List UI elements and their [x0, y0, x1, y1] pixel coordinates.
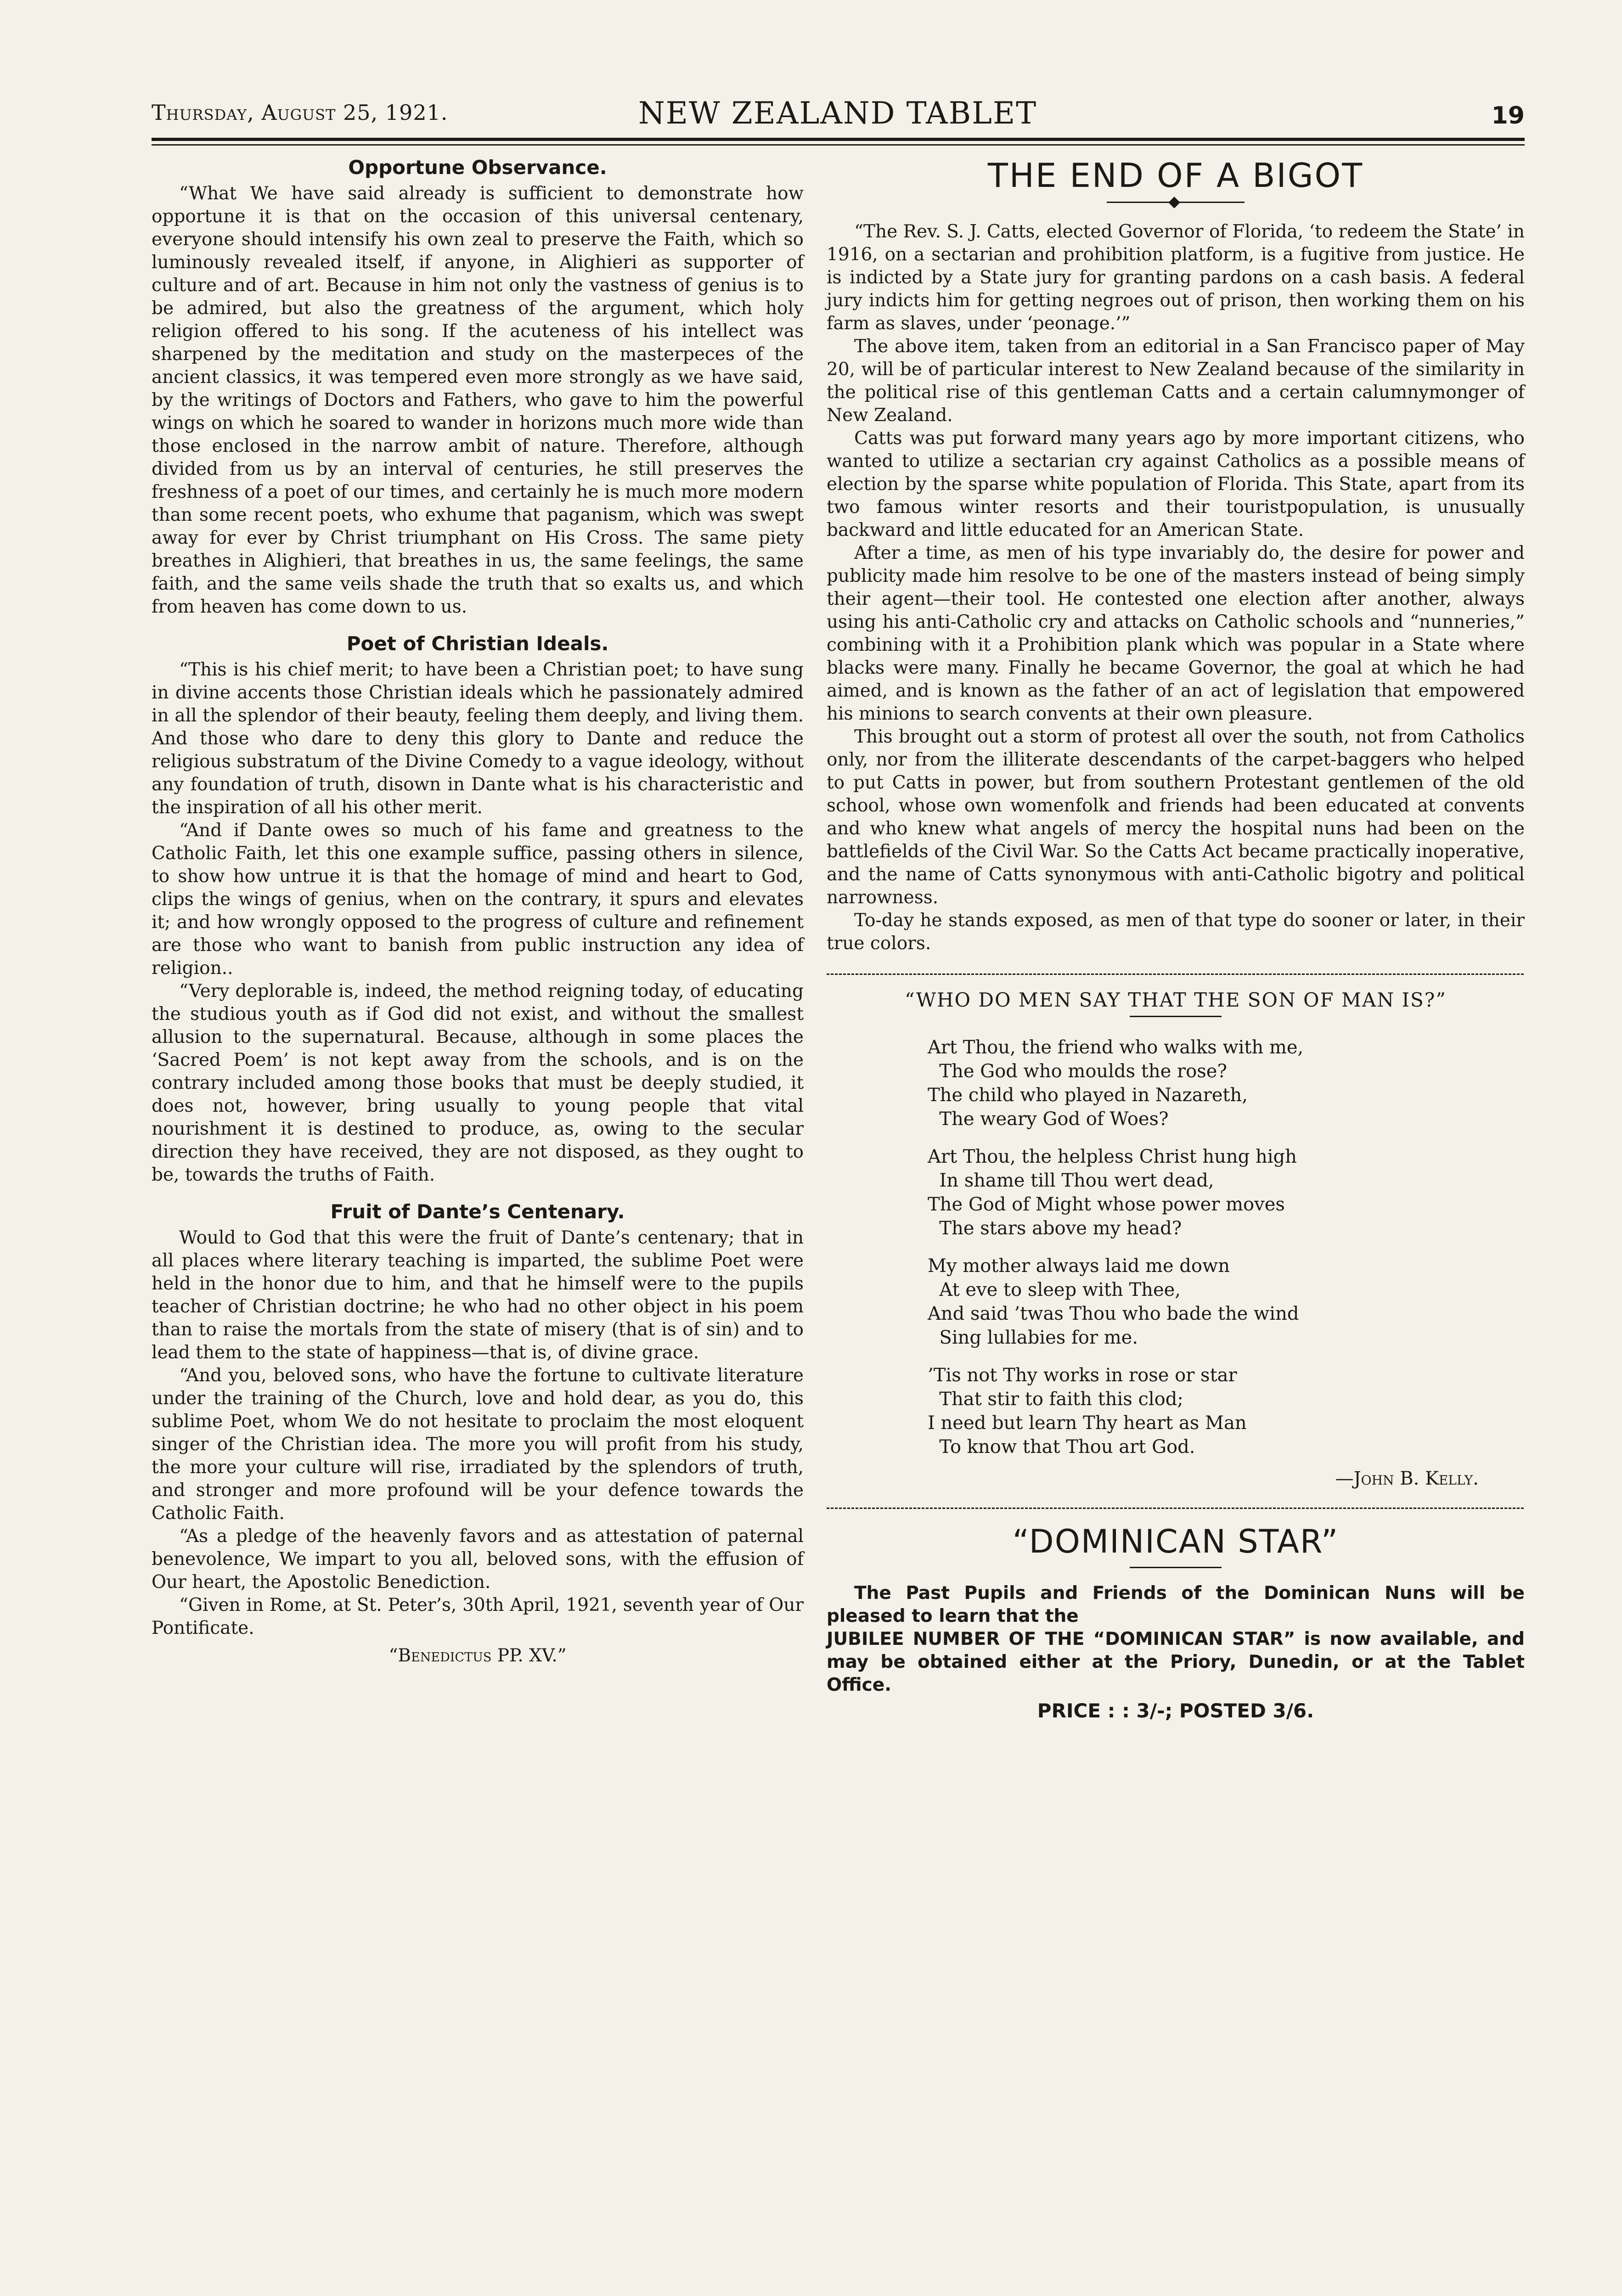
poem-line: The child who played in Nazareth,	[928, 1085, 1248, 1106]
poem-line: And said ’twas Thou who bade the wind	[928, 1303, 1299, 1324]
page-number: 19	[1491, 102, 1525, 129]
title-rule	[1130, 1567, 1222, 1568]
paragraph: Would to God that this were the fruit of Dante’s centenary; that in all places where literary teaching is imparted, the sublime Poet were held in the honor due to him, and that he himself were to the pupils teacher of Christian doctrine; he who had no other object in his poem than to raise the mortals from the state of misery (that is of sin) and to lead them to the state of happiness—that is, of divine grace.	[152, 1227, 804, 1363]
poem-line: ’Tis not Thy works in rose or star	[928, 1365, 1237, 1386]
paragraph: “As a pledge of the heavenly favors and as attestation of paternal benevolence, We impart to you all, beloved sons, with the effusion of Our heart, the Apostolic Benediction.	[152, 1526, 804, 1593]
paragraph: “And you, beloved sons, who have the fortune to cultivate literature under the training of the Church, love and hold dear, as you do, this sublime Poet, whom We do not hesitate to proclaim the most eloquent singer of the Christian idea. The more you will profit from his study, the more your culture will rise, irradiated by the splendors of truth, and stronger and more profound will be your defence towards the Catholic Faith.	[152, 1365, 804, 1524]
paragraph: “What We have said already is sufficient to demonstrate how opportune it is that on the occasion of this universal centenary, everyone should intensify his own zeal to preserve the Faith, which so luminously revealed itself, if anyone, in Alighieri as supporter of culture and of art. Because in him not only the vastness of genius is to be admired, but also the greatness of the argument, which holy religion offered to his song. If the acuteness of his intellect was sharpened by the meditation and study on the masterpeces of the ancient classics, it was tempered even more strongly as we have said, by the writings of Doctors and Fathers, who gave to him the powerful wings on which he soared to wander in horizons much more wide than those enclosed in the narrow ambit of nature. Therefore, although divided from us by an interval of centuries, he still preserves the freshness of a poet of our times, and certainly he is much more modern than some recent poets, who exhume that paganism, which was swept away for ever by Christ triumphant on His Cross. The same piety breathes in Alighieri, that breathes in us, the same feelings, the same faith, and the same veils shade the truth that so exalts us, and which from heaven has come down to us.	[152, 183, 804, 617]
papal-signature: “Benedictus PP. XV.”	[389, 1645, 567, 1666]
poem-line: The weary God of Woes?	[928, 1109, 1169, 1130]
poem-line: My mother always laid me down	[928, 1255, 1230, 1277]
subheading-fruit: Fruit of Dante’s Centenary.	[330, 1200, 625, 1223]
right-column	[827, 156, 1525, 1722]
paragraph: “The Rev. S. J. Catts, elected Governor of Florida, ‘to redeem the State’ in 1916, on a sectarian and prohibition platform, is a fugitive from justice. He is indicted by a State jury for granting pardons on a cash basis. A federal jury indicts him for getting negroes out of prison, then working them on his farm as slaves, under ‘peonage.’”	[827, 221, 1525, 334]
paragraph: “This is his chief merit; to have been a Christian poet; to have sung in divine accents those Christian ideals which he passionately admired in all the splendor of their beauty, feeling them deeply, and living them. And those who dare to deny this glory to Dante and reduce the religious substratum of the Divine Comedy to a vague ideology, without any foundation of truth, disown in Dante what is his characteristic and the inspiration of all his other merit.	[152, 659, 804, 818]
poem-stanza	[928, 1145, 1525, 1240]
paragraph: “And if Dante owes so much of his fame and greatness to the Catholic Faith, let this one example suffice, passing others in silence, to show how untrue it is that the homage of mind and heart to God, clips the wings of genius, when on the contrary, it spurs and elevates it; and how wrongly opposed to the progress of culture and refinement are those who want to banish from public instruction any idea of religion..	[152, 820, 804, 979]
section-divider	[827, 974, 1525, 975]
subheading-poet: Poet of Christian Ideals.	[346, 632, 609, 655]
header-rule-thick	[152, 138, 1525, 141]
masthead: NEW ZEALAND TABLET	[638, 96, 1037, 131]
poem-line: The God of Might whose power moves	[928, 1194, 1285, 1215]
left-column	[152, 156, 804, 1667]
poem-line: Art Thou, the friend who walks with me,	[928, 1037, 1304, 1058]
header-rule-thin	[152, 144, 1525, 146]
poem-line: At eve to sleep with Thee,	[928, 1279, 1181, 1300]
poem-line: That stir to faith this clod;	[928, 1389, 1183, 1410]
notice-paragraph: The Past Pupils and Friends of the Dominican Nuns will be pleased to learn that the	[827, 1583, 1525, 1626]
poem-stanza	[928, 1035, 1525, 1131]
poem-stanza	[928, 1254, 1525, 1350]
paragraph: To-day he stands exposed, as men of that type do sooner or later, in their true colors.	[827, 910, 1525, 954]
poem-line: I need but learn Thy heart as Man	[928, 1412, 1247, 1434]
paragraph: The above item, taken from an editorial in a San Francisco paper of May 20, will be of particular interest to New Zealand because of the similarity in the political rise of this gentleman Catts and a certain calumnymonger of New Zealand.	[827, 336, 1525, 426]
poem-line: Art Thou, the helpless Christ hung high	[928, 1146, 1297, 1167]
paragraph: Catts was put forward many years ago by more important citizens, who wanted to utilize a sectarian cry against Catholics as a possible means of election by the sparse white population of Florida. This State, apart from its two famous winter resorts and their touristpopulation, is unusually backward and little educated for an American State.	[827, 428, 1525, 540]
page-header	[152, 92, 1525, 129]
subheading-opportune: Opportune Observance.	[348, 156, 607, 179]
notice-paragraph: JUBILEE NUMBER OF THE “DOMINICAN STAR” is now available, and may be obtained either at the Priory, Dunedin, or at the Tablet Office.	[827, 1629, 1525, 1695]
article-title-dominican: “DOMINICAN STAR”	[1012, 1523, 1339, 1560]
article-title-bigot: THE END OF A BIGOT	[987, 156, 1364, 195]
poem-line: The stars above my head?	[928, 1218, 1182, 1239]
paragraph: This brought out a storm of protest all over the south, not from Catholics only, nor from the illiterate descendants of the carpet-baggers who helped to put Catts in power, but from southern Protestant gentlemen of the old school, whose own womenfolk and friends had been educated at convents and who knew what angels of mercy the hospital nuns had been on the battlefields of the Civil War. So the Catts Act became practically inoperative, and the name of Catts synonymous with anti-Catholic bigotry and political narrowness.	[827, 726, 1525, 908]
paragraph: “Very deplorable is, indeed, the method reigning today, of educating the studious youth as if God did not exist, and without the smallest allusion to the supernatural. Because, although in some places the ‘Sacred Poem’ is not kept away from the schools, and is on the contrary included among those books that must be deeply studied, it does not, however, bring usually to young people that vital nourishment it is destined to produce, as, owing to the secular direction they have received, they are not disposed, as they ought to be, towards the truths of Faith.	[152, 981, 804, 1185]
poem-author: —John B. Kelly.	[1335, 1468, 1479, 1489]
poem-stanza	[928, 1363, 1525, 1459]
paragraph: “Given in Rome, at St. Peter’s, 30th April, 1921, seventh year of Our Pontificate.	[152, 1595, 804, 1638]
poem-line: In shame till Thou wert dead,	[928, 1170, 1214, 1191]
price-line: PRICE : : 3/-; POSTED 3/6.	[1037, 1699, 1314, 1722]
poem-title: “WHO DO MEN SAY THAT THE SON OF MAN IS?”	[905, 989, 1447, 1011]
section-divider	[827, 1508, 1525, 1509]
poem-line: To know that Thou art God.	[928, 1436, 1195, 1458]
issue-date: Thursday, August 25, 1921.	[152, 100, 448, 125]
poem-line: The God who moulds the rose?	[928, 1061, 1227, 1082]
diamond-icon	[1168, 197, 1180, 208]
poem-rule	[1130, 1016, 1222, 1017]
ornament-divider	[1107, 197, 1245, 207]
paragraph: After a time, as men of his type invariably do, the desire for power and publicity made him resolve to be one of the masters instead of being simply their agent—their tool. He contested one election after another, always using his anti-Catholic cry and attacks on Catholic schools and “nunneries,” combining with it a Prohibition plank which was popular in a State where blacks were many. Finally he became Governor, the goal at which he had aimed, and is known as the father of an act of legislation that empowered his minions to search convents at their own pleasure.	[827, 543, 1525, 724]
poem-line: Sing lullabies for me.	[928, 1327, 1138, 1348]
